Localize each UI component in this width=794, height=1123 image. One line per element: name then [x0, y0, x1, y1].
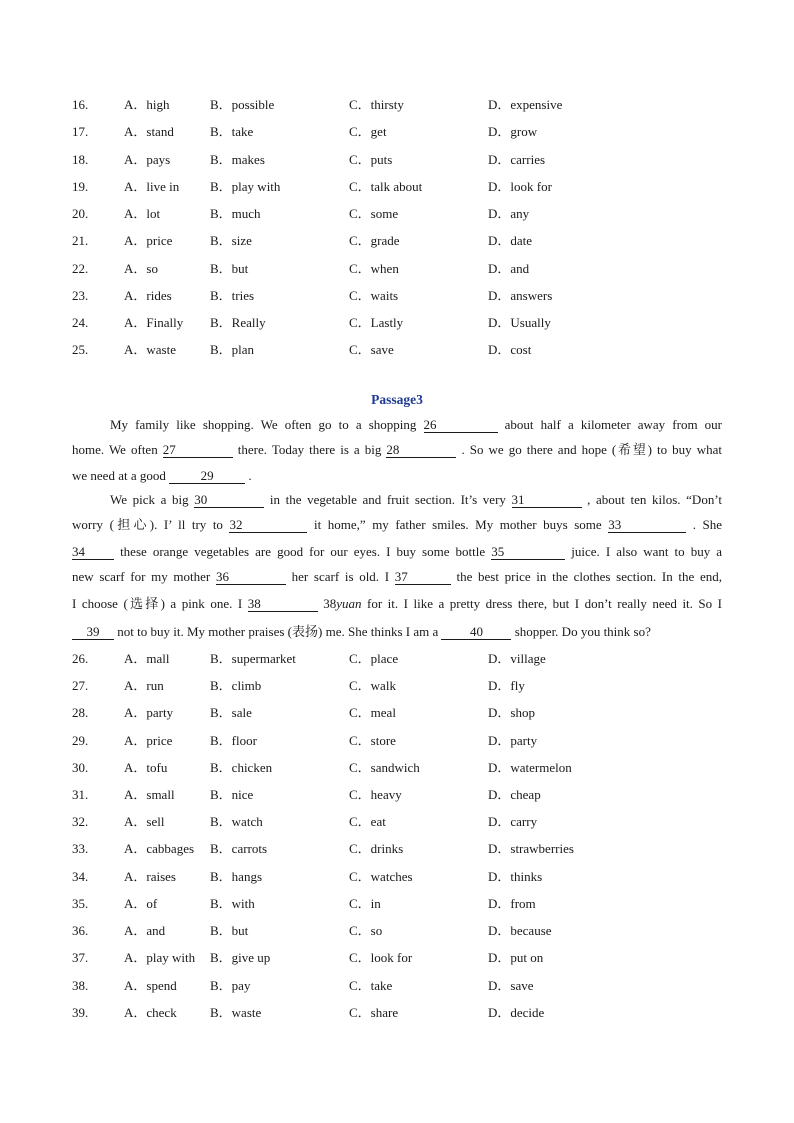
option-a: A．spend: [124, 978, 177, 993]
option-a: A．price: [124, 733, 173, 748]
option-a: A．and: [124, 923, 166, 938]
question-number: 37.: [72, 950, 89, 965]
question-row: [72, 123, 732, 141]
question-number: 26.: [72, 651, 89, 666]
option-d: D．put on: [488, 950, 544, 965]
question-row: [72, 840, 732, 858]
option-b: B．give up: [210, 950, 271, 965]
option-d: D．grow: [488, 124, 538, 139]
option-b: B．waste: [210, 1005, 262, 1020]
text-run: shopper. Do you think so?: [514, 624, 651, 639]
option-d: D．from: [488, 896, 536, 911]
question-number: 29.: [72, 733, 89, 748]
option-b: B．take: [210, 124, 254, 139]
question-number: 30.: [72, 760, 89, 775]
question-row: [72, 922, 732, 940]
question-row: [72, 178, 732, 196]
question-row: [72, 977, 732, 995]
option-c: C．some: [349, 206, 399, 221]
option-d: D．carry: [488, 814, 538, 829]
text-run: . So we go there and hope (希望) to buy what: [461, 442, 722, 457]
question-number: 24.: [72, 315, 89, 330]
text-run: her scarf is old. I: [291, 569, 390, 584]
text-run: My family like shopping. We often go to a shopping: [110, 417, 417, 432]
blank-32: 32: [229, 518, 307, 533]
text-run: I choose (选择) a pink one. I: [72, 596, 243, 611]
option-b: B．but: [210, 261, 249, 276]
passage-line: [110, 491, 722, 509]
option-c: C．save: [349, 342, 394, 357]
blank-31: 31: [512, 493, 582, 508]
text-run: not to buy it. My mother praises (表扬) me. She thinks I am a: [117, 624, 439, 639]
option-a: A．cabbages: [124, 841, 195, 856]
option-c: C．heavy: [349, 787, 402, 802]
option-a: A．check: [124, 1005, 177, 1020]
option-b: B．Really: [210, 315, 266, 330]
option-d: D．strawberries: [488, 841, 574, 856]
question-number: 22.: [72, 261, 89, 276]
option-b: B．pay: [210, 978, 251, 993]
option-b: B．but: [210, 923, 249, 938]
text-run: the best price in the clothes section. In the end,: [456, 569, 723, 584]
text-run: for it. I like a pretty dress there, but I don’t really need it. So I: [367, 596, 723, 611]
text-run: about half a kilometer away from our: [504, 417, 722, 432]
option-c: C．eat: [349, 814, 386, 829]
passage-line: [72, 467, 722, 485]
passage-line: [72, 595, 722, 613]
question-number: 19.: [72, 179, 89, 194]
question-number: 25.: [72, 342, 89, 357]
option-a: A．play with: [124, 950, 196, 965]
option-a: A．small: [124, 787, 175, 802]
option-d: D．date: [488, 233, 533, 248]
question-row: [72, 205, 732, 223]
option-a: A．raises: [124, 869, 176, 884]
passage-line: [72, 543, 722, 561]
option-c: C．meal: [349, 705, 396, 720]
option-a: A．run: [124, 678, 164, 693]
question-number: 21.: [72, 233, 89, 248]
option-b: B．supermarket: [210, 651, 296, 666]
option-d: D．shop: [488, 705, 535, 720]
text-run: these orange vegetables are good for our eyes. I buy some bottle: [120, 544, 486, 559]
option-d: D．party: [488, 733, 538, 748]
blank-34: 34: [72, 545, 114, 560]
blank-38: 38: [248, 597, 318, 612]
option-a: A．sell: [124, 814, 165, 829]
option-b: B．carrots: [210, 841, 268, 856]
text-run: there. Today there is a big: [237, 442, 382, 457]
question-number: 36.: [72, 923, 89, 938]
question-row: [72, 759, 732, 777]
question-number: 33.: [72, 841, 89, 856]
option-d: D．cheap: [488, 787, 541, 802]
option-d: D．decide: [488, 1005, 545, 1020]
passage-title: Passage3: [371, 392, 423, 407]
option-a: A．pays: [124, 152, 171, 167]
option-b: B．chicken: [210, 760, 273, 775]
question-row: [72, 732, 732, 750]
option-d: D．Usually: [488, 315, 551, 330]
blank-39: 39: [72, 625, 114, 640]
option-c: C．waits: [349, 288, 399, 303]
text-run: in the vegetable and fruit section. It’s very: [269, 492, 506, 507]
option-a: A．waste: [124, 342, 176, 357]
option-b: B．floor: [210, 733, 257, 748]
text-run: juice. I also want to buy a: [571, 544, 723, 559]
question-row: [72, 677, 732, 695]
option-d: D．watermelon: [488, 760, 572, 775]
question-number: 27.: [72, 678, 89, 693]
option-a: A．so: [124, 261, 158, 276]
option-d: D．village: [488, 651, 546, 666]
blank-29: 29: [169, 469, 245, 484]
option-c: C．thirsty: [349, 97, 404, 112]
blank-33: 33: [608, 518, 686, 533]
option-b: B．play with: [210, 179, 281, 194]
question-row: [72, 341, 732, 359]
text-run: 38: [323, 596, 337, 611]
option-c: C．drinks: [349, 841, 404, 856]
text-run: . She: [692, 517, 722, 532]
question-row: [72, 96, 732, 114]
question-row: [72, 151, 732, 169]
option-a: A．rides: [124, 288, 172, 303]
option-d: D．look for: [488, 179, 552, 194]
passage-line: [110, 416, 722, 434]
question-row: [72, 314, 732, 332]
question-row: [72, 260, 732, 278]
option-c: C．store: [349, 733, 396, 748]
question-number: 20.: [72, 206, 89, 221]
option-c: C．look for: [349, 950, 413, 965]
question-number: 17.: [72, 124, 89, 139]
question-row: [72, 1004, 732, 1022]
option-a: A．price: [124, 233, 173, 248]
blank-36: 36: [216, 570, 286, 585]
text-run: .: [248, 468, 252, 483]
option-b: B．tries: [210, 288, 255, 303]
option-c: C．sandwich: [349, 760, 420, 775]
option-c: C．take: [349, 978, 393, 993]
option-c: C．puts: [349, 152, 393, 167]
option-a: A．mall: [124, 651, 170, 666]
blank-27: 27: [163, 443, 233, 458]
text-run: We pick a big: [110, 492, 189, 507]
option-b: B．climb: [210, 678, 262, 693]
option-c: C．walk: [349, 678, 396, 693]
option-b: B．possible: [210, 97, 275, 112]
question-number: 35.: [72, 896, 89, 911]
question-row: [72, 232, 732, 250]
passage-line: [72, 568, 722, 586]
option-d: D．because: [488, 923, 552, 938]
question-row: [72, 868, 732, 886]
text-run-italic: yuan: [336, 596, 362, 611]
option-b: B．hangs: [210, 869, 263, 884]
option-d: D．save: [488, 978, 534, 993]
option-b: B．watch: [210, 814, 263, 829]
blank-26: 26: [424, 418, 498, 433]
question-row: [72, 650, 732, 668]
passage-line: [72, 441, 722, 459]
question-row: [72, 949, 732, 967]
option-d: D．and: [488, 261, 530, 276]
option-b: B．size: [210, 233, 252, 248]
option-a: A．high: [124, 97, 170, 112]
passage-line: [72, 516, 722, 534]
text-run: new scarf for my mother: [72, 569, 211, 584]
option-c: C．place: [349, 651, 399, 666]
option-d: D．thinks: [488, 869, 543, 884]
question-number: 18.: [72, 152, 89, 167]
option-a: A．of: [124, 896, 158, 911]
option-b: B．with: [210, 896, 255, 911]
option-a: A．live in: [124, 179, 180, 194]
blank-35: 35: [491, 545, 565, 560]
blank-37: 37: [395, 570, 451, 585]
question-number: 28.: [72, 705, 89, 720]
option-b: B．plan: [210, 342, 255, 357]
option-d: D．carries: [488, 152, 546, 167]
option-a: A．stand: [124, 124, 174, 139]
question-number: 23.: [72, 288, 89, 303]
question-number: 39.: [72, 1005, 89, 1020]
question-number: 16.: [72, 97, 89, 112]
blank-28: 28: [386, 443, 456, 458]
option-b: B．makes: [210, 152, 265, 167]
blank-30: 30: [194, 493, 264, 508]
option-d: D．any: [488, 206, 530, 221]
option-d: D．answers: [488, 288, 553, 303]
question-row: [72, 287, 732, 305]
option-c: C．share: [349, 1005, 399, 1020]
option-c: C．when: [349, 261, 399, 276]
question-row: [72, 895, 732, 913]
blank-40: 40: [441, 625, 511, 640]
text-run: we need at a good: [72, 468, 166, 483]
question-row: [72, 813, 732, 831]
option-c: C．talk about: [349, 179, 423, 194]
option-b: B．sale: [210, 705, 252, 720]
question-row: [72, 786, 732, 804]
question-number: 31.: [72, 787, 89, 802]
option-d: D．expensive: [488, 97, 563, 112]
option-a: A．tofu: [124, 760, 168, 775]
passage-line: [72, 623, 722, 641]
question-number: 32.: [72, 814, 89, 829]
option-a: A．lot: [124, 206, 161, 221]
text-run: worry (担心). I’ ll try to: [72, 517, 223, 532]
text-run: , about ten kilos. “Don’t: [587, 492, 723, 507]
option-c: C．get: [349, 124, 387, 139]
option-b: B．much: [210, 206, 261, 221]
question-row: [72, 704, 732, 722]
option-d: D．fly: [488, 678, 525, 693]
option-c: C．Lastly: [349, 315, 404, 330]
option-c: C．watches: [349, 869, 413, 884]
option-c: C．grade: [349, 233, 400, 248]
question-number: 34.: [72, 869, 89, 884]
option-a: A．Finally: [124, 315, 184, 330]
option-c: C．so: [349, 923, 383, 938]
text-run: it home,” my father smiles. My mother buys some: [314, 517, 602, 532]
option-c: C．in: [349, 896, 381, 911]
option-d: D．cost: [488, 342, 532, 357]
text-run: home. We often: [72, 442, 158, 457]
option-a: A．party: [124, 705, 174, 720]
question-number: 38.: [72, 978, 89, 993]
option-b: B．nice: [210, 787, 254, 802]
